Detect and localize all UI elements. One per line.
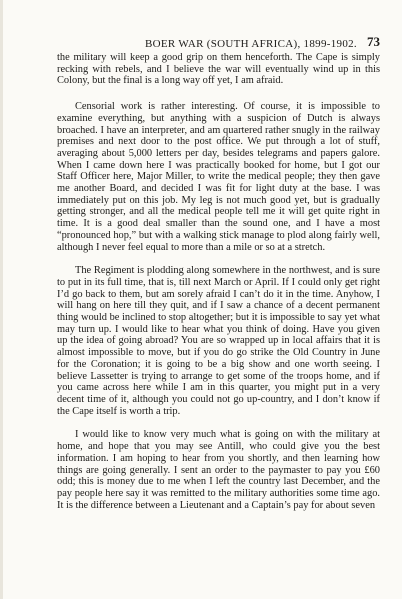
page-number: 73 <box>367 34 380 49</box>
page-edge-shadow <box>0 0 3 599</box>
page-header <box>57 30 380 52</box>
running-title: BOER WAR (SOUTH AFRICA), 1899-1902. <box>145 38 357 50</box>
paragraph-regiment: The Regiment is plodding along somewhere in the northwest, and is sure to put in its full time, that is, till next March or April. If I could only get right I’d go back to them, but am sorely afraid I can’t do it in the time. Anyhow, I will hang on here till they quit, and if I saw a chance of a decent permanent thing would be inclined to stop altogether; but it is impossible to say yet what may turn up. I would like to hear what you think of doing. Have you given up the idea of going abroad? You are so wrapped up in local affairs that it is almost impossible to move, but if you do go strike the Old Country in June for the Coronation; it is going to be a big show and one worth seeing. I believe Lassetter is trying to arrange to get some of the troops home, and if you came across here while I am in this quarter, you might put in a very decent time of it, although you could not go up-country, and I don’t know if the Cape itself is worth a trip. <box>57 265 380 417</box>
paragraph-censorial-work: Censorial work is rather interesting. Of course, it is impossible to examine everything, but anything with a suspicion of Dutch is always broached. I have an interpreter, and am quartered rather snugly in the railway premises and next door to the post office. We put through a lot of stuff, averaging about 5,000 letters per day, besides telegrams and papers galore. When I came down here I was practically booked for home, but I got our Staff Officer here, Major Miller, to write the medical people; they then gave me another Board, and decided I was fit for light duty at the base. I was immediately put on this job. My leg is not much good yet, but is gradually getting stronger, and all the medical people tell me it will get quite right in time. It is a good deal smaller than the sound one, and I have a most “pronounced hop,” but with a walking stick manage to plod along fairly well, although I never feel equal to more than a mile or so at a stretch. <box>57 101 380 253</box>
paragraph-continuation: the military will keep a good grip on them henceforth. The Cape is simply recking with rebels, and I believe the war will eventually wind up in this Colony, but the final is a long way off yet, I am afraid. <box>57 52 380 87</box>
paragraph-military-at-home: I would like to know very much what is going on with the military at home, and hope that you may see Antill, who could give you the best information. I am hoping to hear from you shortly, and then learning how things are going generally. I sent an order to the paymaster to pay you £60 odd; this is money due to me when I left the country last December, and the pay people here say it was remitted to the military authorities some time ago. It is the difference between a Lieutenant and a Captain’s pay for about seven <box>57 429 380 511</box>
